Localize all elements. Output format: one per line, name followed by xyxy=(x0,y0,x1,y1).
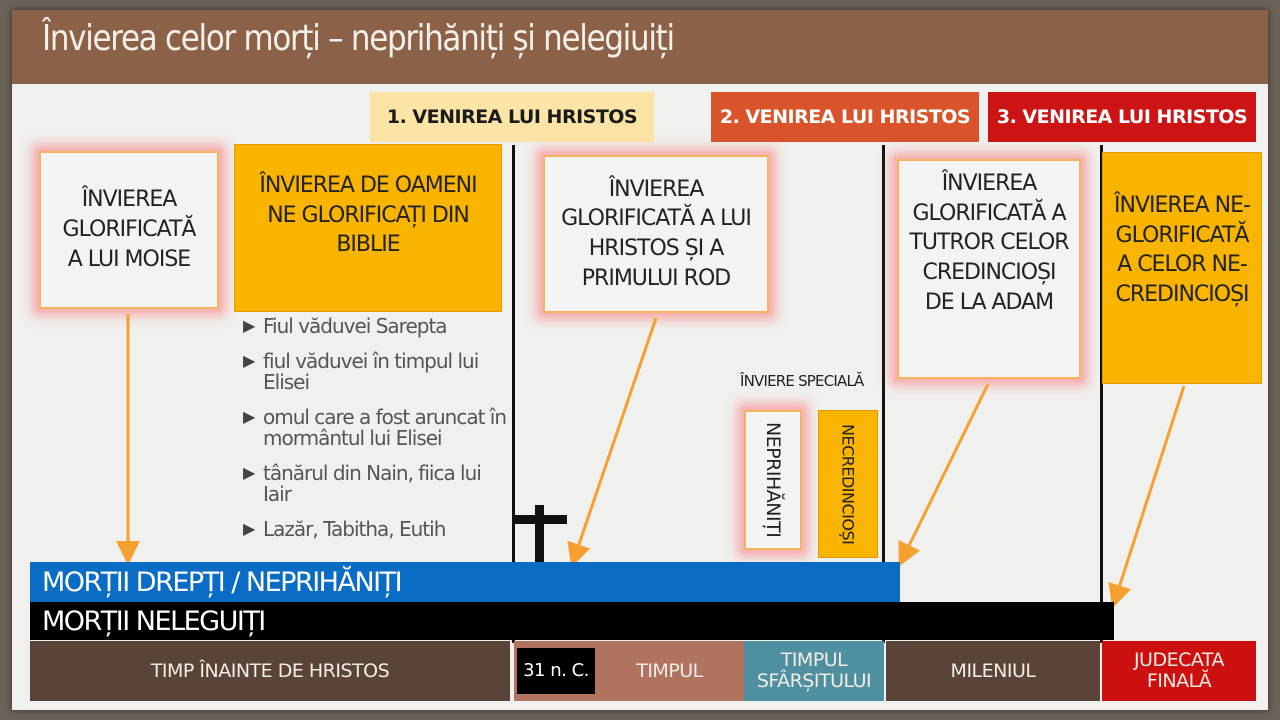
timeline-final-judgment: JUDECATA FINALĂ xyxy=(1102,641,1256,701)
timeline-before-christ: TIMP ÎNAINTE DE HRISTOS xyxy=(30,641,510,701)
timeline-time-label: TIMPUL xyxy=(636,659,703,682)
list-item: ▶ fiul văduvei în timpul lui Elisei xyxy=(243,349,479,394)
timeline-date: 31 n. C. xyxy=(517,648,595,694)
triangle-bullet-icon: ▶ xyxy=(243,351,255,370)
header-third-coming: 3. VENIREA LUI HRISTOS xyxy=(988,92,1256,142)
slide-title: Învierea celor morți – neprihăniți și nelegiuiți xyxy=(42,18,674,59)
list-item: ▶ tânărul din Nain, fiica lui Iair xyxy=(243,461,481,506)
list-item: ▶ Lazăr, Tabitha, Eutih xyxy=(243,517,446,541)
header-second-coming: 2. VENIREA LUI HRISTOS xyxy=(711,92,979,142)
triangle-bullet-icon: ▶ xyxy=(243,519,255,538)
header-first-coming: 1. VENIREA LUI HRISTOS xyxy=(370,92,654,142)
box-christ-resurrection: ÎNVIEREA GLORIFICATĂ A LUI HRISTOS ȘI A PRIMULUI ROD xyxy=(540,152,772,316)
timeline-millennium: MILENIUL xyxy=(886,641,1100,701)
arrow-believers xyxy=(904,384,988,556)
band-wicked-dead: MORȚII NELEGUIȚI xyxy=(30,602,1114,640)
list-item: ▶ omul care a fost aruncat în mormântul lui Elisei xyxy=(243,405,507,450)
special-unbelievers-box: NECREDINCIOȘI xyxy=(818,410,878,558)
arrow-unbelievers xyxy=(1116,386,1184,597)
arrow-christ xyxy=(575,318,656,556)
list-item: ▶ Fiul văduvei Sarepta xyxy=(243,314,447,338)
special-righteous-box: NEPRIHĂNIȚI xyxy=(741,407,805,553)
triangle-bullet-icon: ▶ xyxy=(243,407,255,426)
band-righteous-dead: MORȚII DREPȚI / NEPRIHĂNIȚI xyxy=(30,562,900,602)
timeline-time xyxy=(514,641,744,701)
box-moses-resurrection: ÎNVIEREA GLORIFICATĂ A LUI MOISE xyxy=(36,148,222,312)
cross-icon xyxy=(514,505,567,563)
timeline-end-time: TIMPUL SFÂRȘITULUI xyxy=(744,641,884,701)
box-believers-resurrection: ÎNVIEREA GLORIFICATĂ A TUTROR CELOR CREDINCIOȘI DE LA ADAM xyxy=(894,156,1084,382)
box-unbelievers-resurrection: ÎNVIEREA NE-GLORIFICATĂ A CELOR NE-CREDINCIOȘI xyxy=(1102,152,1262,384)
special-resurrection-label: ÎNVIERE SPECIALĂ xyxy=(740,372,864,390)
triangle-bullet-icon: ▶ xyxy=(243,463,255,482)
box-bible-resurrections: ÎNVIEREA DE OAMENI NE GLORIFICAȚI DIN BIBLIE xyxy=(234,144,502,312)
triangle-bullet-icon: ▶ xyxy=(243,316,255,335)
